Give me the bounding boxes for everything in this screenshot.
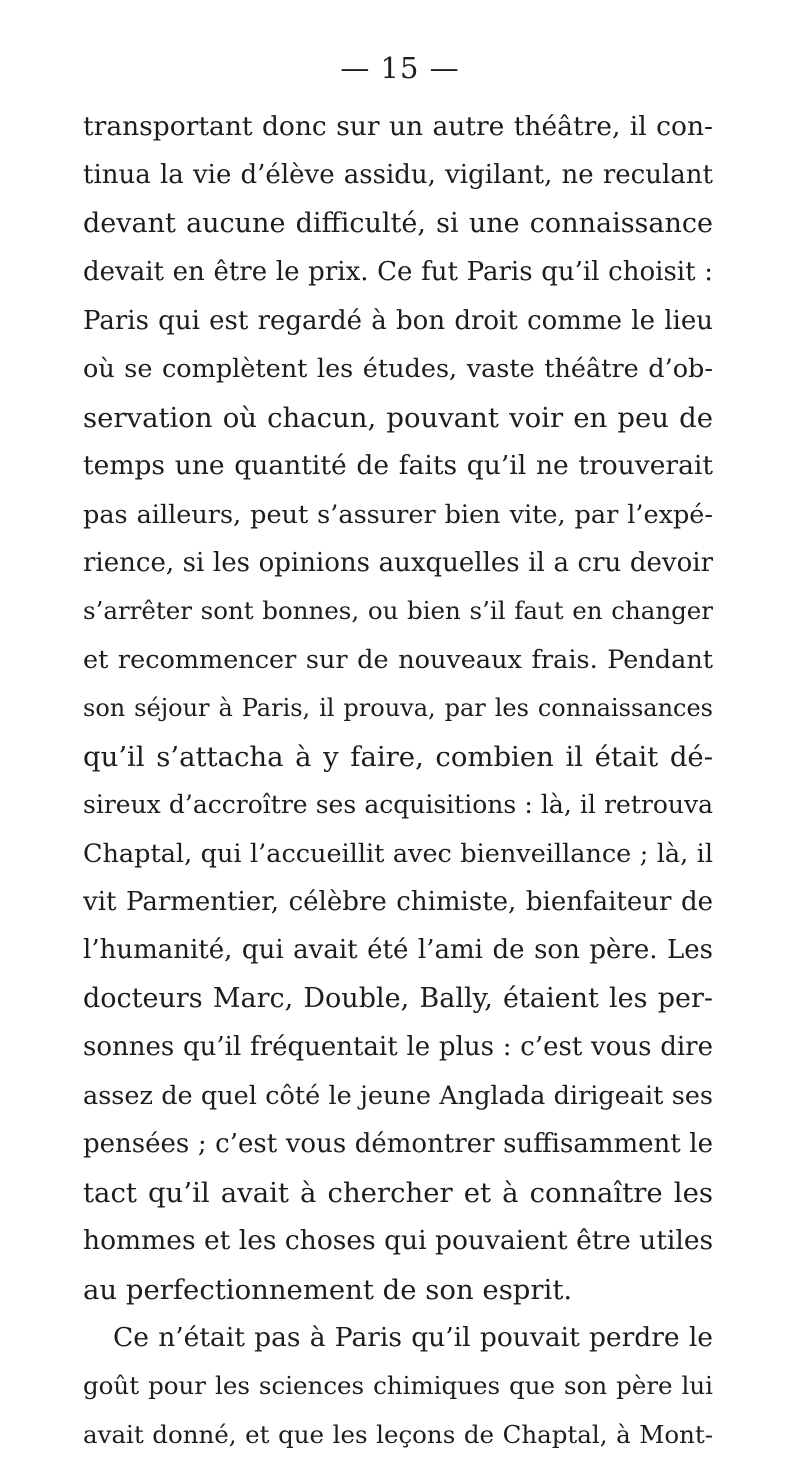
page-number: — 15 — bbox=[340, 51, 460, 85]
paragraph-end-line: au perfectionnement de son esprit. bbox=[83, 1273, 573, 1306]
text-line: où se complètent les études, vaste théâtre d’ob- bbox=[83, 354, 713, 385]
text-line: qu’il s’attacha à y faire, combien il était dé- bbox=[83, 740, 713, 773]
text-line: sonnes qu’il fréquentait le plus : c’est vous dire bbox=[83, 1032, 713, 1063]
text-line: Chaptal, qui l’accueillit avec bienveillance ; là, il bbox=[83, 838, 713, 869]
text-line: rience, si les opinions auxquelles il a cru devoir bbox=[83, 547, 713, 578]
text-line: docteurs Marc, Double, Bally, étaient les per- bbox=[83, 982, 713, 1014]
text-line: assez de quel côté le jeune Anglada dirigeait ses bbox=[83, 1080, 713, 1111]
text-line: tact qu’il avait à chercher et à connaître les bbox=[83, 1176, 713, 1209]
text-line: devait en être le prix. Ce fut Paris qu’il choisit : bbox=[83, 257, 713, 288]
paragraph-start-line: Ce n’était pas à Paris qu’il pouvait perdre le bbox=[113, 1321, 713, 1353]
text-line: l’humanité, qui avait été l’ami de son père. Les bbox=[83, 935, 713, 966]
text-line: temps une quantité de faits qu’il ne trouverait bbox=[83, 450, 713, 482]
text-line: sireux d’accroître ses acquisitions : là, il retrouva bbox=[83, 790, 713, 820]
text-line: Paris qui est regardé à bon droit comme le lieu bbox=[83, 305, 713, 336]
text-line: goût pour les sciences chimiques que son père lui bbox=[83, 1371, 713, 1401]
text-line: hommes et les choses qui pouvaient être utiles bbox=[83, 1225, 714, 1257]
text-line: avait donné, et que les leçons de Chaptal, à Mont- bbox=[83, 1419, 713, 1449]
text-line: devant aucune difficulté, si une connaissance bbox=[83, 207, 713, 239]
text-line: servation où chacun, pouvant voir en peu de bbox=[83, 401, 713, 434]
text-line: s’arrêter sont bonnes, ou bien s’il faut en changer bbox=[83, 596, 713, 626]
text-line: pensées ; c’est vous démontrer suffisamment le bbox=[83, 1129, 713, 1160]
text-line: transportant donc sur un autre théâtre, il con- bbox=[83, 111, 713, 142]
body-text bbox=[83, 103, 713, 1459]
text-line: et recommencer sur de nouveaux frais. Pendant bbox=[83, 644, 713, 675]
text-line: son séjour à Paris, il prouva, par les connaissances bbox=[83, 694, 713, 723]
text-line: pas ailleurs, peut s’assurer bien vite, par l’expé- bbox=[83, 499, 713, 530]
text-line: vit Parmentier, célèbre chimiste, bienfaiteur de bbox=[83, 887, 713, 917]
text-line: tinua la vie d’élève assidu, vigilant, ne reculant bbox=[83, 160, 713, 191]
